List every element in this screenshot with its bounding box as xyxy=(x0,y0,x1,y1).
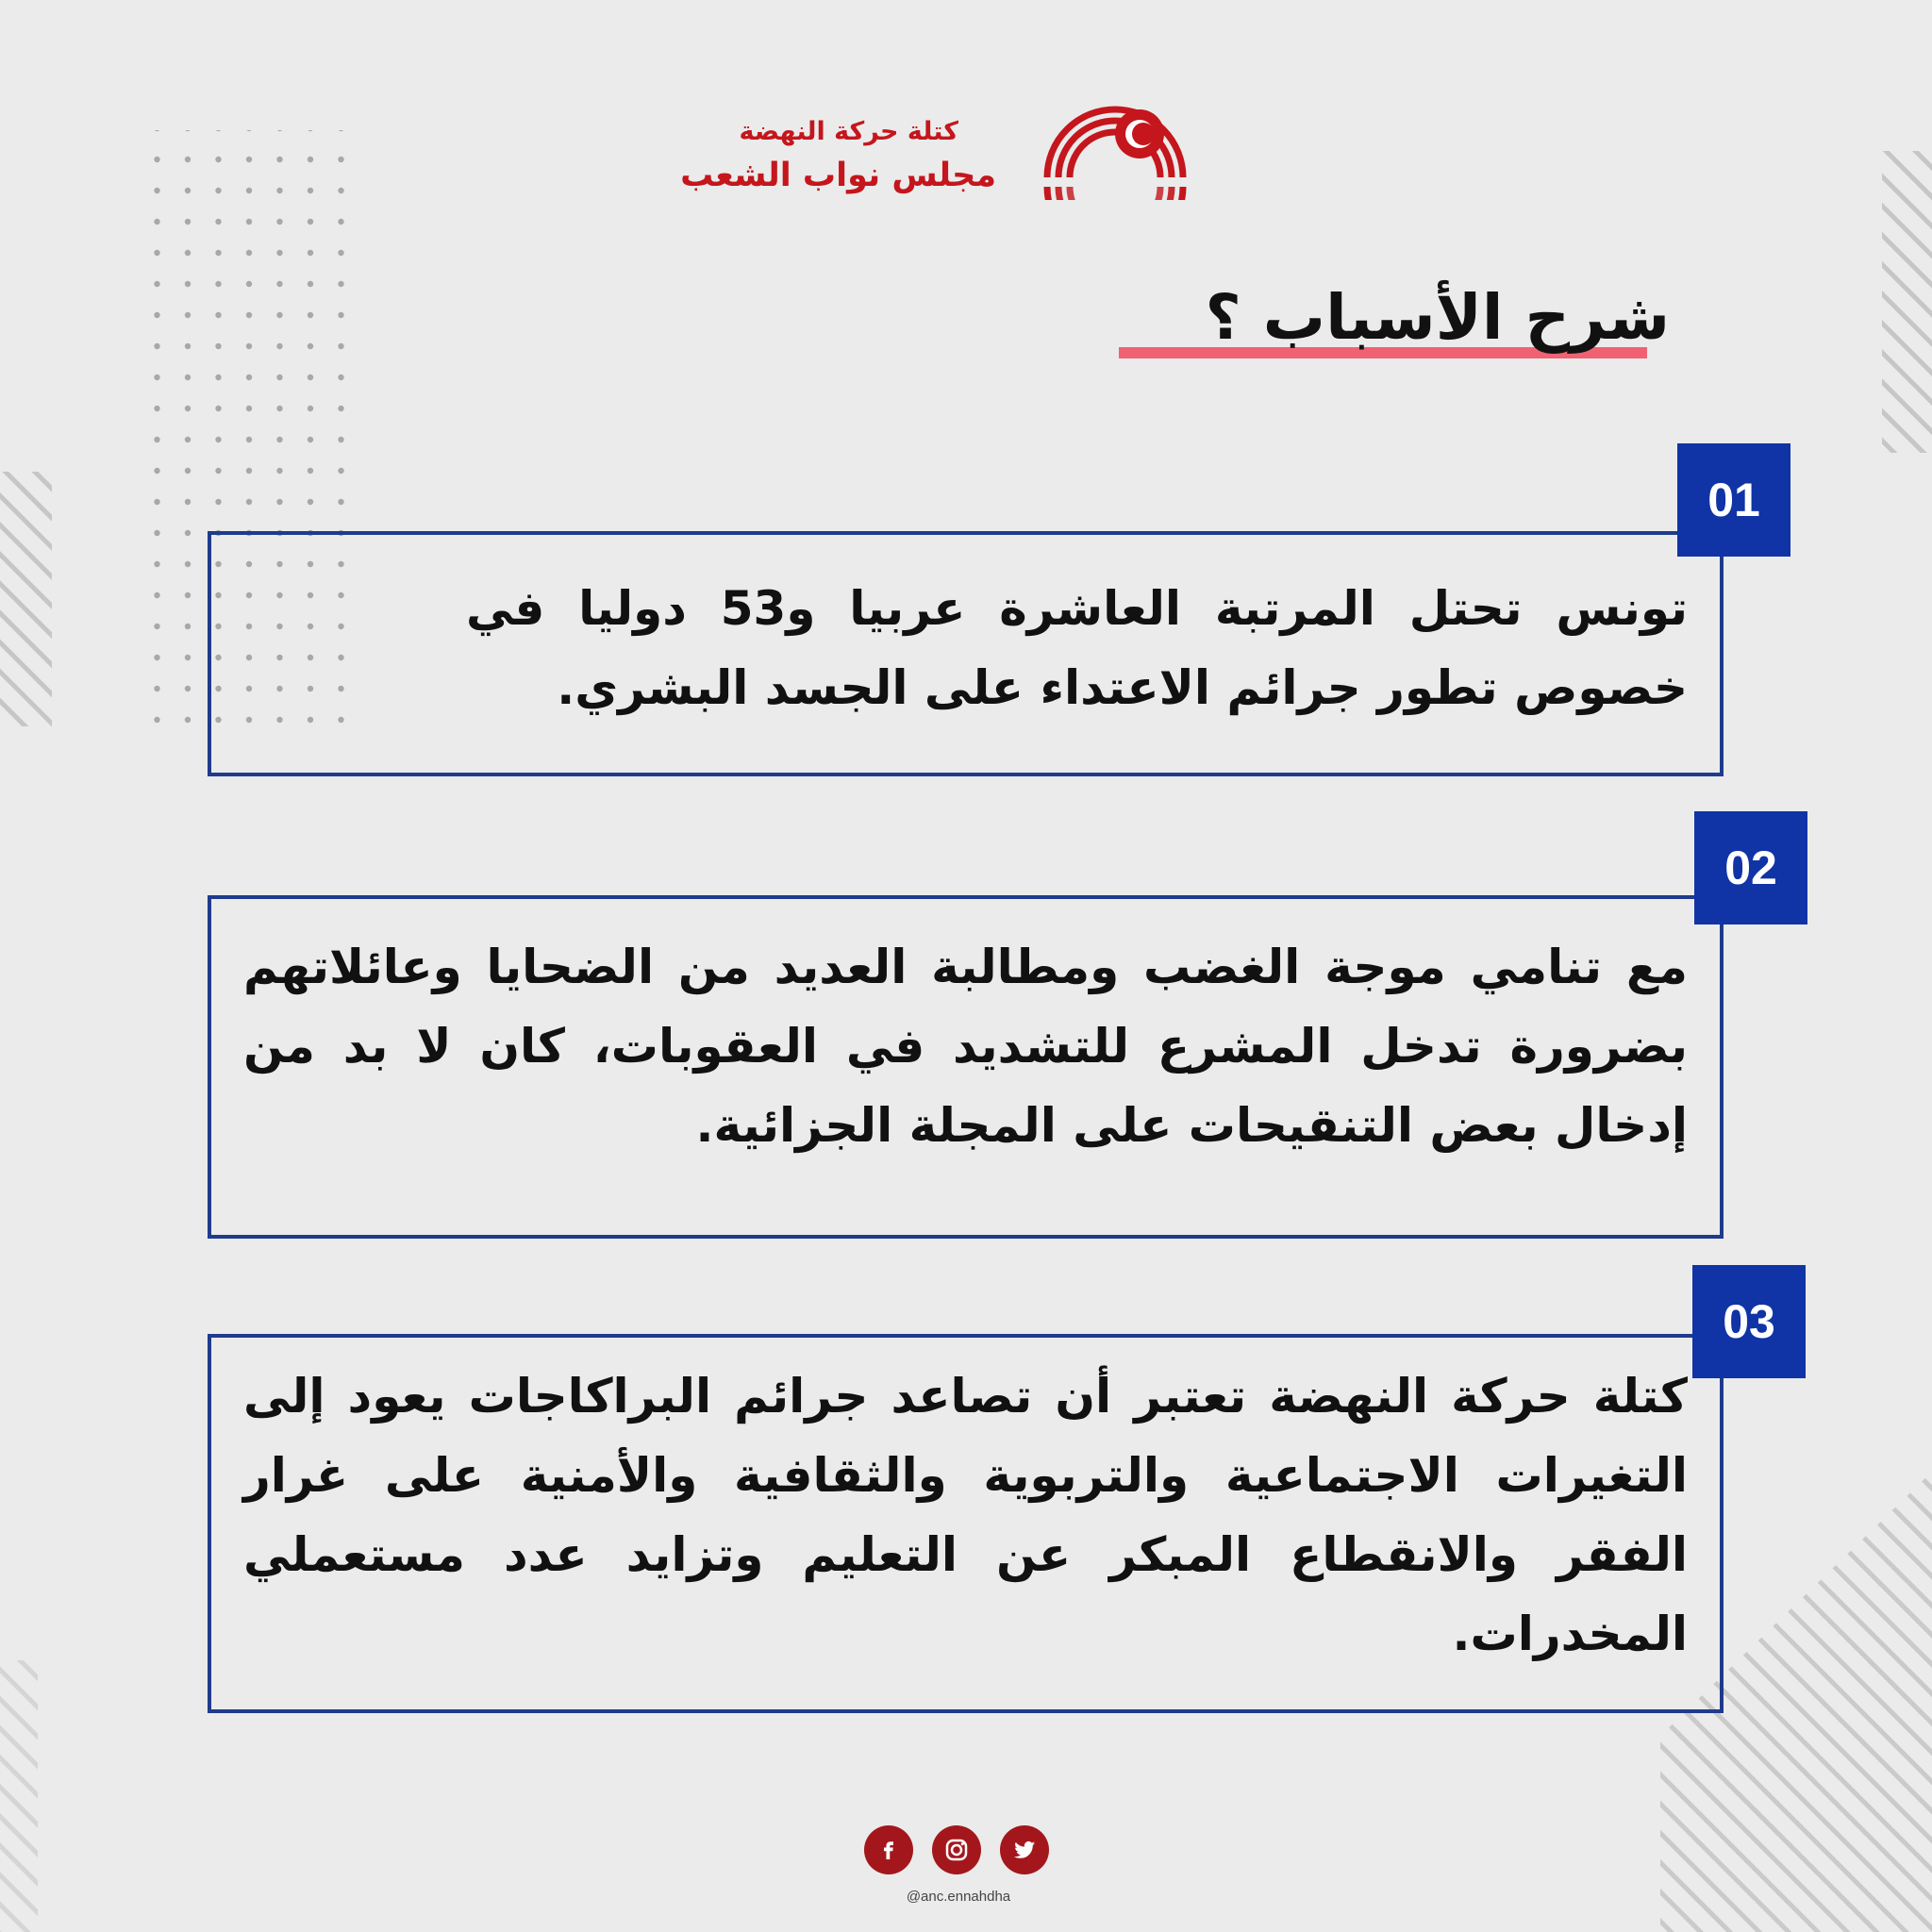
reason-text-1: تونس تحتل المرتبة العاشرة عربيا و53 دوليا في خصوص تطور جرائم الاعتداء على الجسد البشري. xyxy=(466,581,1688,715)
social-handle[interactable]: @anc.ennahdha xyxy=(906,1889,1011,1905)
instagram-icon[interactable] xyxy=(932,1825,981,1874)
brand-subtitle: كتلة حركة النهضة xyxy=(739,117,958,146)
brand-name: مجلس نواب الشعب xyxy=(680,157,996,194)
reason-number-badge-2: 02 xyxy=(1694,811,1807,924)
reason-card-1 xyxy=(208,531,1724,776)
page-title: شرح الأسباب ؟ xyxy=(1205,281,1670,354)
social-links xyxy=(864,1825,1053,1886)
title-block xyxy=(1206,275,1671,360)
reason-card-3 xyxy=(208,1334,1724,1713)
reason-number-badge-3: 03 xyxy=(1692,1265,1806,1378)
hatch-bottom-left xyxy=(0,1660,38,1932)
reason-text-2: مع تنامي موجة الغضب ومطالبة العديد من الضحايا وعائلاتهم بضرورة تدخل المشرع للتشديد في العقوبات، كان لا بد من إدخال بعض التنقيحات على المجلة الجزائية. xyxy=(243,940,1688,1153)
brand-block xyxy=(680,115,996,198)
twitter-icon[interactable] xyxy=(1000,1825,1049,1874)
facebook-icon[interactable] xyxy=(864,1825,913,1874)
reason-number-badge-1: 01 xyxy=(1677,443,1790,557)
reason-card-2 xyxy=(208,895,1724,1239)
hatch-left xyxy=(0,472,52,726)
parliament-logo-icon xyxy=(1036,96,1194,200)
reason-text-3: كتلة حركة النهضة تعتبر أن تصاعد جرائم البراكاجات يعود إلى التغيرات الاجتماعية والتربوية والثقافية والأمنية على غرار الفقر والانقطاع المبكر عن التعليم وتزايد عدد مستعملي المخدرات. xyxy=(243,1369,1688,1661)
hatch-right-top xyxy=(1882,151,1932,453)
